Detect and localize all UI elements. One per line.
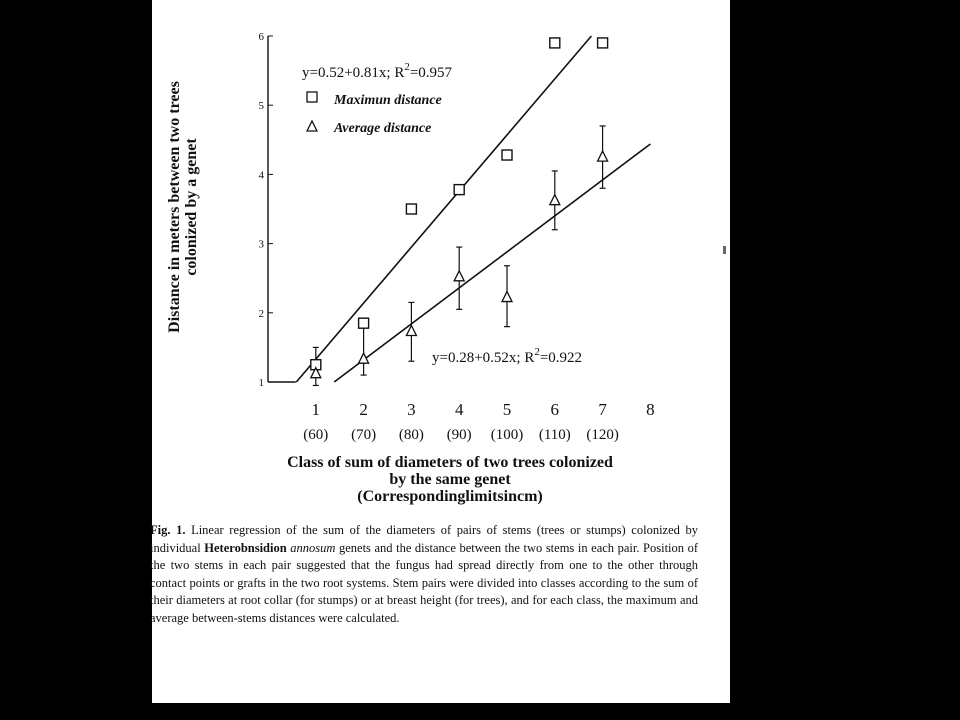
max-distance-point	[406, 204, 416, 214]
caption-fig-label: Fig. 1.	[150, 523, 186, 537]
error-bars	[313, 126, 606, 386]
x-subtick-label: (60)	[303, 427, 329, 443]
avg-distance-point	[550, 195, 560, 205]
y-axis-label-line2: colonized by a genet	[183, 138, 200, 276]
x-tick-label: 3	[407, 400, 416, 419]
legend-square-icon	[307, 92, 317, 102]
speck	[723, 246, 726, 254]
caption-part1: Linear regression of the sum of the diameters of pairs of stems (trees or stumps) colonized by individual	[150, 523, 698, 555]
x-tick-label: 1	[311, 400, 321, 419]
data-markers	[311, 38, 608, 378]
x-axis-label	[240, 454, 660, 505]
legend-max-label: Maximun distance	[334, 93, 442, 108]
ticks	[259, 31, 655, 443]
x-tick-label: 7	[598, 400, 607, 419]
regression-line-max	[296, 36, 591, 382]
x-subtick-label: (110)	[538, 427, 571, 443]
x-subtick-label: (80)	[398, 427, 424, 443]
y-tick-label: 3	[258, 238, 264, 251]
x-tick-label: 6	[550, 400, 560, 419]
x-subtick-label: (90)	[446, 427, 472, 443]
y-tick-label: 5	[258, 100, 264, 113]
avg-distance-point	[454, 271, 464, 281]
x-subtick-label: (120)	[586, 427, 619, 443]
y-axis-label	[166, 32, 200, 382]
y-tick-label: 4	[258, 169, 264, 182]
y-tick-label: 1	[258, 377, 264, 389]
max-distance-point	[454, 185, 464, 195]
x-subtick-label: (100)	[490, 427, 524, 443]
y-tick-label: 6	[258, 31, 264, 43]
avg-distance-point	[598, 151, 608, 161]
x-subtick-label: (70)	[351, 427, 377, 443]
max-distance-point	[502, 150, 512, 160]
caption-species: Heterobnsidion	[204, 540, 291, 555]
max-distance-point	[359, 318, 369, 328]
avg-distance-point	[502, 292, 512, 302]
legend-avg-label: Average distance	[334, 121, 432, 136]
figure-caption	[150, 522, 698, 627]
x-tick-label: 8	[646, 400, 655, 419]
equation-avg: y=0.28+0.52x; $R^2=0.922$	[432, 346, 583, 366]
equation-max: y=0.52+0.81x; $R^2=0.957$	[302, 61, 453, 81]
x-tick-label: 2	[359, 400, 368, 419]
regression-lines	[296, 36, 650, 382]
max-distance-point	[598, 38, 608, 48]
x-tick-label: 4	[454, 400, 464, 419]
legend-triangle-icon	[307, 121, 317, 131]
max-distance-point	[550, 38, 560, 48]
x-axis-label-line2: by the same genet	[389, 471, 511, 488]
x-axis-label-line3: (Correspondinglimitsincm)	[357, 488, 543, 505]
y-axis-label-line1: Distance in meters between two trees	[166, 81, 183, 333]
axes	[268, 36, 296, 382]
x-tick-label: 5	[502, 400, 512, 419]
caption-part2: genets and the distance between the two stems in each pair. Position of the two stems in each pair suggested that the fungus had spread directly from one to the other through contact points or grafts in the two root systems. Stem pairs were divided into classes according to the sum of their diameters at root collar (for stumps) or at breast height (for trees), and for each class, the maximum and average between-stems distances were calculated.	[150, 540, 699, 625]
caption-species2: annosum	[290, 540, 336, 555]
x-axis-label-line1: Class of sum of diameters of two trees colonized	[287, 454, 613, 471]
y-tick-label: 2	[258, 307, 264, 320]
